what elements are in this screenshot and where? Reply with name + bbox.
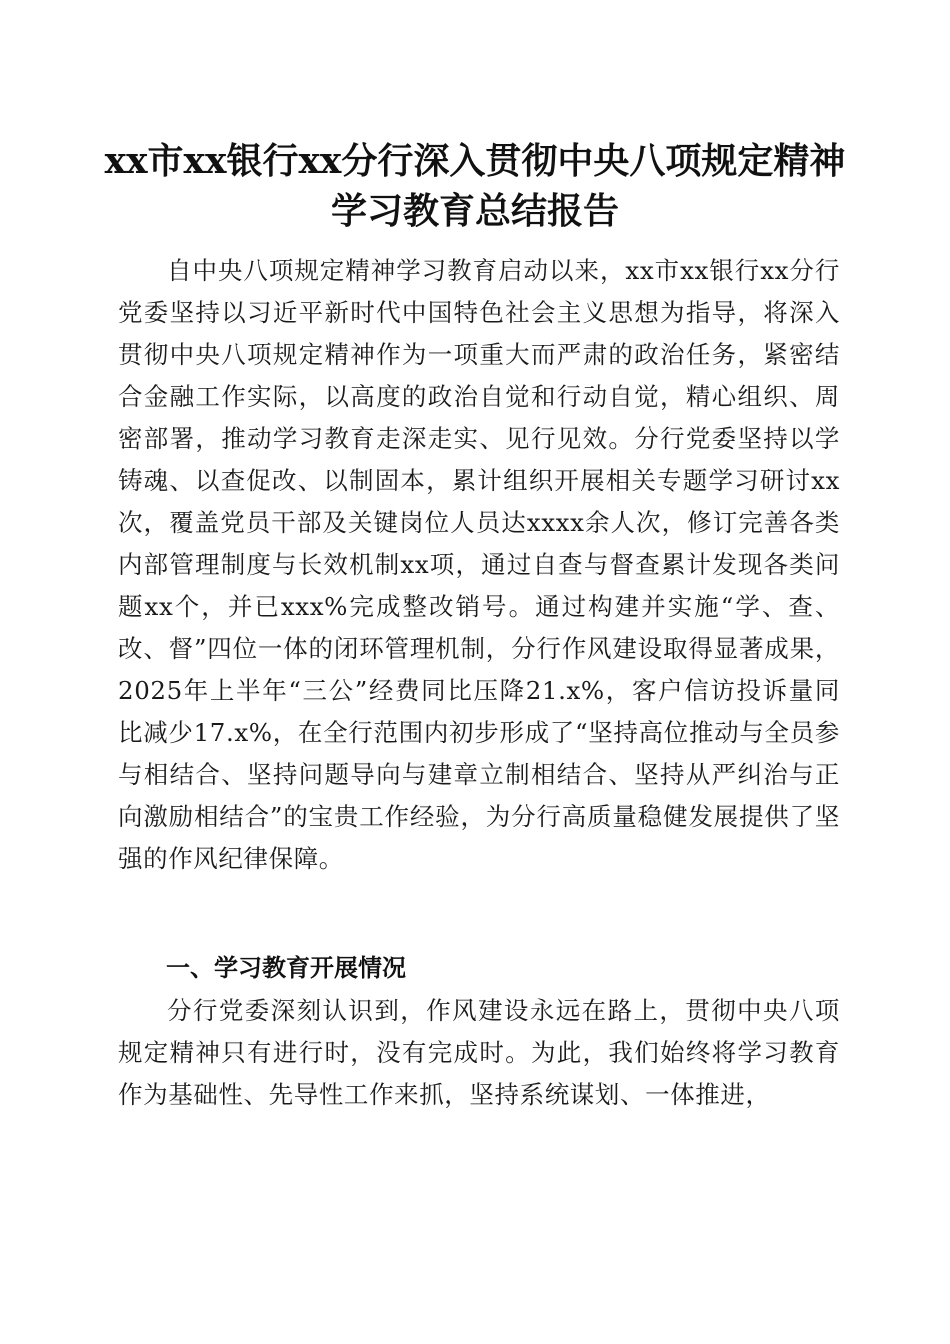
section-heading: 一、学习教育开展情况 [166, 954, 406, 982]
document-title: xx市xx银行xx分行深入贯彻中央八项规定精神学习教育总结报告 [104, 140, 846, 232]
section-paragraph: 分行党委深刻认识到，作风建设永远在路上，贯彻中央八项规定精神只有进行时，没有完成时。为此，我们始终将学习教育作为基础性、先导性工作来抓，坚持系统谋划、一体推进， [118, 996, 840, 1109]
intro-paragraph: 自中央八项规定精神学习教育启动以来，xx市xx银行xx分行党委坚持以习近平新时代中国特色社会主义思想为指导，将深入贯彻中央八项规定精神作为一项重大而严肃的政治任务，紧密结合金融工作实际，以高度的政治自觉和行动自觉，精心组织、周密部署，推动学习教育走深走实、见行见效。分行党委坚持以学铸魂、以查促改、以制固本，累计组织开展相关专题学习研讨xx次，覆盖党员干部及关键岗位人员达xxxx余人次，修订完善各类内部管理制度与长效机制xx项，通过自查与督查累计发现各类问题xx个，并已xxx%完成整改销号。通过构建并实施“学、查、改、督”四位一体的闭环管理机制，分行作风建设取得显著成果，2025年上半年“三公”经费同比压降21.x%，客户信访投诉量同比减少17.x%，在全行范围内初步形成了“坚持高位推动与全员参与相结合、坚持问题导向与建章立制相结合、坚持从严纠治与正向激励相结合”的宝贵工作经验，为分行高质量稳健发展提供了坚强的作风纪律保障。 [118, 256, 840, 873]
